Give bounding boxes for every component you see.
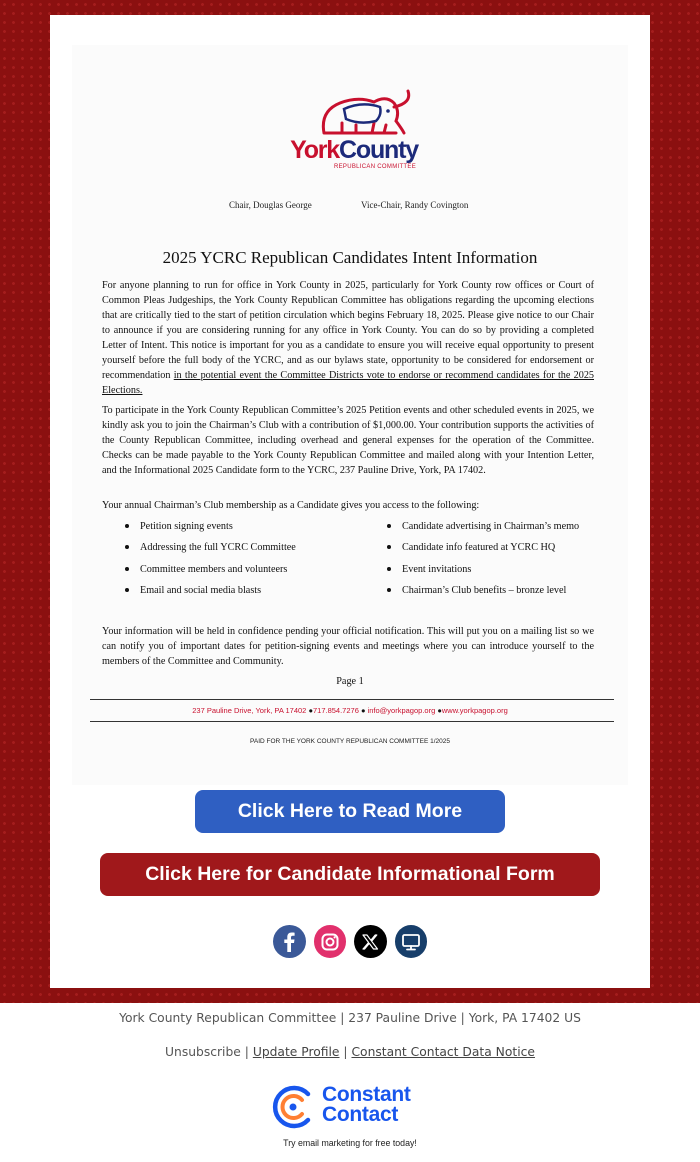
divider [90,721,614,722]
email-card [50,15,650,988]
ycrc-logo [284,87,424,175]
unsubscribe-link[interactable]: Unsubscribe [165,1045,241,1059]
logo-wordmark: YorkCounty [290,136,418,164]
read-more-button[interactable]: Click Here to Read More [195,790,505,833]
confidentiality-paragraph: Your information will be held in confidence pending your official notification. This will put you on a mailing list so we can notify you of important dates for petition-signing events and meetings where you can introduce yourself to the members of the Committee and Community. [102,626,594,667]
letter-contact-line: 237 Pauline Drive, York, PA 17402 ●717.854.7276 ● info@yorkpagop.org ●www.yorkpagop.org [192,706,508,715]
participation-paragraph: To participate in the York County Republican Committee’s 2025 Petition events and other scheduled events in 2025, we kindly ask you to join the Chairman’s Club with a contribution of $1,000.00. Your contribution supports the activities of the County Republican Committee, including overhead and general expenses for the operation of the Committee. Checks can be made payable to the York County Republican Committee and mailed along with your Intention Letter, and the Informational 2025 Candidate form to the YCRC, 237 Pauline Drive, York, PA 17402. [102,405,594,476]
benefits-list-left [102,519,342,604]
instagram-icon[interactable] [314,925,347,958]
underlined-text: in the potential event the Committee Districts vote to endorse or recommend candidates for the 2025 Elections. [102,370,595,396]
social-links [273,925,427,959]
benefits-list-right [364,519,604,604]
letter-title: 2025 YCRC Republican Candidates Intent Information [162,248,538,267]
x-icon[interactable] [354,925,387,958]
candidate-form-button[interactable]: Click Here for Candidate Informational Form [100,853,600,896]
website-icon[interactable] [395,925,428,958]
elephant-icon [284,87,424,139]
chair-name: Chair, Douglas George [229,200,312,210]
vice-chair-name: Vice-Chair, Randy Covington [361,200,469,210]
list-item: Event invitations [364,562,604,583]
list-item: Petition signing events [102,519,342,540]
constant-contact-logo[interactable] [270,1084,435,1132]
page-number: Page 1 [336,676,364,687]
list-item: Chairman’s Club benefits – bronze level [364,583,604,604]
intro-paragraph: For anyone planning to run for office in York County in 2025, particularly for York County row offices or Court of Common Pleas Judgeships, the York County Republican Committee has obligations regarding the upcoming elections that are critically tied to the start of petition circulation which begins February 18, 2025. Please give notice to our Chair to announce if you are considering running for any office in York County. You can do so by providing a completed Letter of Intent. This notice is important for you as a candidate to ensure you will receive equal opportunity to present yourself before the full body of the YCRC, and as our bylaws state, opportunity to be considered for endorsement or recommendation in the potential event the Committee Districts vote to endorse or recommend candidates for the 2025 Elections. [102,280,595,396]
paid-for-notice: PAID FOR THE YORK COUNTY REPUBLICAN COMMITTEE 1/2025 [250,738,450,745]
update-profile-link[interactable]: Update Profile [252,1045,340,1059]
footer-address: York County Republican Committee | 237 Pauline Drive | York, PA 17402 US [119,1011,581,1025]
constant-contact-icon [270,1084,316,1130]
list-item: Candidate info featured at YCRC HQ [364,540,604,561]
list-item: Candidate advertising in Chairman’s memo [364,519,604,540]
constant-contact-tagline[interactable]: Try email marketing for free today! [283,1138,417,1148]
logo-subtitle: REPUBLICAN COMMITTEE [333,164,416,170]
facebook-icon[interactable] [273,925,306,958]
constant-contact-wordmark: Constant Contact [322,1083,411,1126]
data-notice-link[interactable]: Constant Contact Data Notice [351,1045,535,1059]
benefits-intro: Your annual Chairman’s Club membership as a Candidate gives you access to the following: [102,500,480,511]
list-item: Committee members and volunteers [102,562,342,583]
divider [90,699,614,700]
footer-links: Unsubscribe | Update Profile | Constant Contact Data Notice [165,1045,535,1059]
list-item: Addressing the full YCRC Committee [102,540,342,561]
list-item: Email and social media blasts [102,583,342,604]
letter-image [72,45,628,785]
